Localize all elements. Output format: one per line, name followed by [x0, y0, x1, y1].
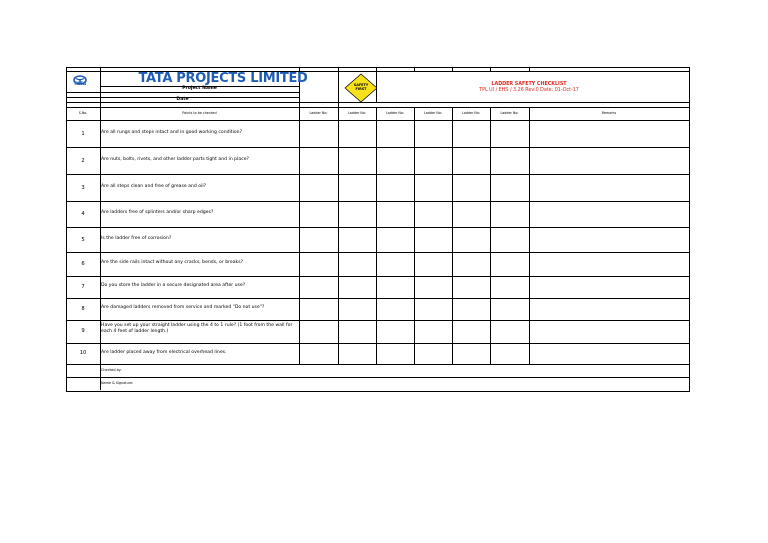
checklist-item: Are all rungs and steps intact and in good working condition?: [101, 130, 243, 135]
col-header-points: Points to be checked: [182, 111, 217, 115]
row-line: [66, 227, 689, 228]
checklist-item: Is the ladder free of corrosion?: [101, 236, 172, 241]
col-header-ladder: Ladder No:: [385, 111, 405, 115]
col-line: [529, 67, 530, 72]
row-line: [66, 298, 689, 299]
row-line: [66, 343, 689, 344]
row-number: 5: [81, 237, 85, 243]
row-number: 9: [81, 328, 85, 334]
col-line: [376, 107, 377, 364]
safety-first-badge: [343, 73, 379, 103]
checklist-item: Have you set up your straight ladder using the 4 to 1 rule? (1 foot from the wall for each 4 feet of ladder length.): [101, 323, 293, 334]
row-line: [66, 320, 689, 321]
col-line: [490, 107, 491, 364]
row-line: [66, 201, 689, 202]
col-header-ladder: Ladder No:: [500, 111, 519, 115]
row-line: [66, 364, 689, 365]
row-line: [66, 252, 689, 253]
row-line: [66, 377, 689, 378]
checklist-item: Do you store the ladder in a secure designated area after use?: [101, 283, 246, 288]
checklist-item: Are all steps clean and free of grease and oil?: [101, 184, 207, 189]
row-number: 7: [81, 284, 85, 290]
tata-logo: [69, 74, 91, 88]
col-line: [529, 107, 530, 364]
row-number: 8: [81, 306, 85, 312]
name-signature-label: Name & Signature:: [101, 381, 134, 385]
checklist-item: Are nuts, bolts, rivets, and other ladder parts tight and in place?: [101, 157, 249, 162]
checklist-item: Are damaged ladders removed from service and marked "Do not use"?: [101, 305, 265, 310]
col-header-ladder: Ladder No:: [461, 111, 481, 115]
col-line: [414, 67, 415, 72]
document-title: LADDER SAFETY CHECKLIST: [491, 82, 567, 87]
col-line: [452, 67, 453, 72]
col-header-ladder: Ladder No:: [347, 111, 367, 115]
col-line: [490, 67, 491, 72]
col-header-ladder: Ladder No:: [423, 111, 443, 115]
checklist-item: Are the side rails intact without any cracks, bends, or breaks?: [101, 260, 244, 265]
col-header-sno: S.No.: [78, 111, 88, 115]
col-line: [414, 107, 415, 364]
checklist-item: Are ladder placed away from electrical overhead lines.: [101, 350, 227, 355]
col-line: [452, 107, 453, 364]
row-number: 1: [81, 131, 85, 137]
checked-by-label: Checked by:: [101, 368, 122, 372]
col-header-ladder: Ladder No:: [309, 111, 328, 115]
logo-wordmark: TATA: [73, 82, 87, 87]
checklist-item: Are ladders free of splinters and/or sharp edges?: [101, 210, 214, 215]
row-number: 4: [81, 211, 85, 217]
row-number: 10: [79, 350, 87, 356]
date-label: Date: [176, 97, 189, 102]
row-line: [66, 174, 689, 175]
document-reference: TPL UI / EHS / 3.26 Rev:0 Date: 01-Oct-17: [479, 88, 579, 93]
safety-badge-text: SAFETY FIRST: [353, 83, 369, 91]
row-number: 6: [81, 261, 85, 267]
col-header-remarks: Remarks: [601, 111, 617, 115]
row-line: [66, 147, 689, 148]
row-number: 3: [81, 185, 85, 191]
row-number: 2: [81, 158, 85, 164]
row-line: [66, 120, 689, 121]
row-line: [66, 276, 689, 277]
header-line: [66, 107, 689, 108]
company-name: TATA PROJECTS LIMITED: [138, 71, 308, 86]
project-name-label: Project Name: [182, 86, 217, 91]
